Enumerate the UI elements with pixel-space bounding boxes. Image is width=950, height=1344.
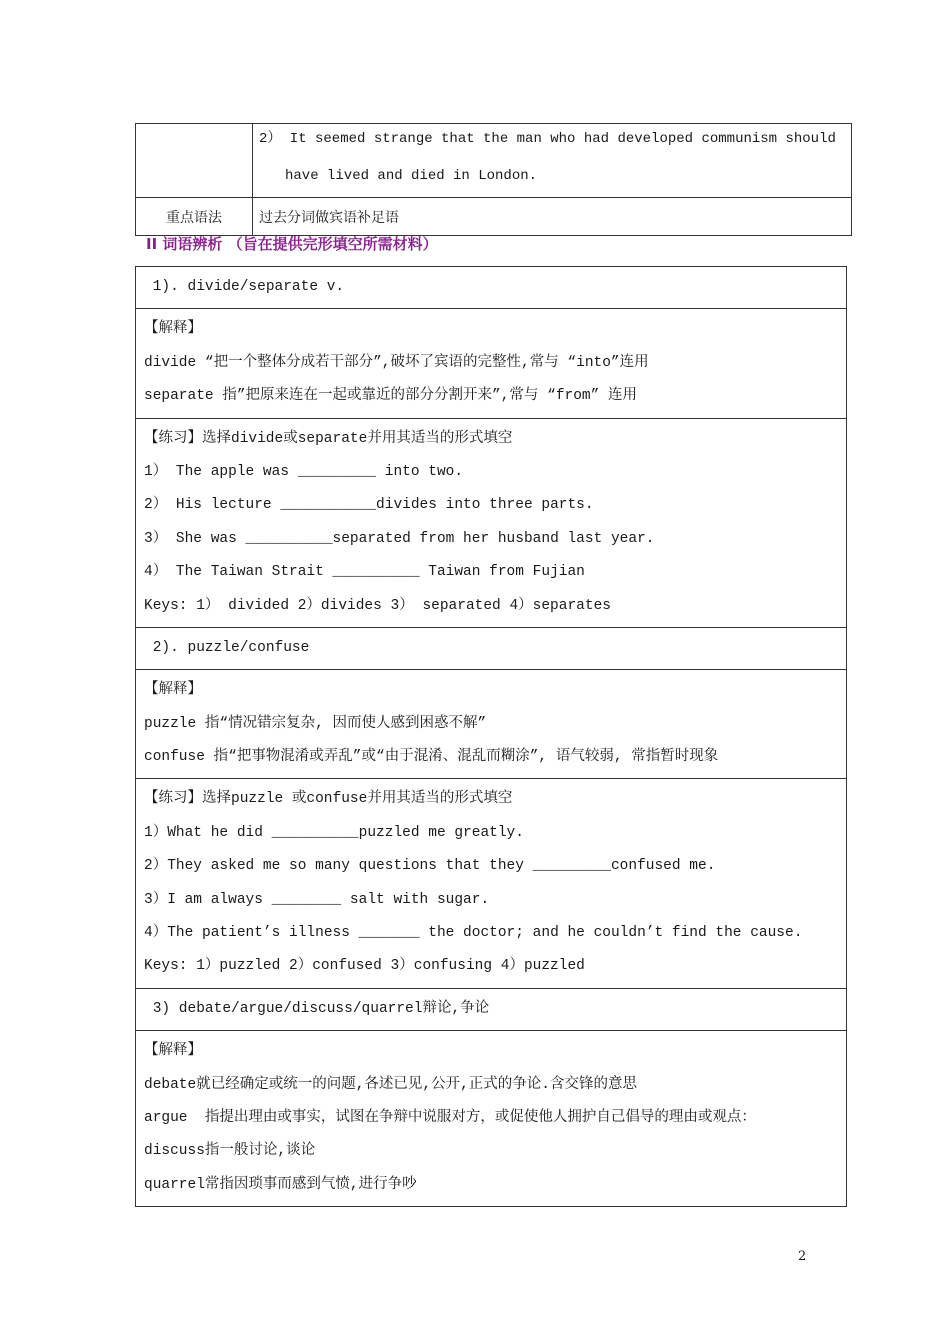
block-line: discuss指一般讨论,谈论 [144,1143,316,1160]
page-number: 2 [798,1249,807,1264]
block-title-text: 3) debate/argue/discuss/quarrel辩论,争论 [144,1000,490,1017]
block-title-text: 2). puzzle/confuse [144,639,310,656]
block-line: quarrel常指因琐事而感到气愤,进行争吵 [144,1176,417,1193]
block-line: 4） The Taiwan Strait __________ Taiwan from Fujian [144,564,585,581]
block-line: 1）What he did __________puzzled me greatly. [144,824,524,841]
grammar-table [135,123,852,236]
block-line: 【解释】 [144,1043,202,1060]
block-line: confuse 指“把事物混淆或弄乱”或“由于混淆、混乱而糊涂”, 语气较弱, 常指暂时现象 [144,749,719,766]
block-line: separate 指”把原来连在一起或靠近的部分分割开来”,常与 “from” 连用 [144,388,638,405]
block-line: 3） She was __________separated from her husband last year. [144,530,655,547]
block-line: 1） The apple was _________ into two. [144,463,464,480]
example-sentence-cell [253,124,852,198]
explanation-block-2 [136,669,846,778]
block-line: 3）I am always ________ salt with sugar. [144,891,490,908]
block-line: 2）They asked me so many questions that they _________confused me. [144,858,716,875]
block-line: divide “把一个整体分成若干部分”,破坏了宾语的完整性,常与 “into”连用 [144,354,649,371]
block-line: 【练习】选择puzzle 或confuse并用其适当的形式填空 [144,791,513,808]
block-line: argue 指提出理由或事实，试图在争辩中说服对方，或促使他人拥护自己倡导的理由或观点： [144,1109,756,1126]
block-line: puzzle 指“情况错宗复杂, 因而使人感到困惑不解” [144,715,487,732]
block-title-2 [136,627,846,669]
word-analysis-table [135,266,847,1207]
block-title-3 [136,988,846,1030]
exercise-block-2 [136,778,846,987]
key-grammar-label: 重点语法 [136,198,253,236]
block-line: 4）The patient’s illness _______ the doctor; and he couldn’t find the cause. [144,925,803,942]
block-line: 【解释】 [144,682,202,699]
block-line: Keys: 1） divided 2）divides 3） separated 4）separates [144,597,611,614]
section-heading: II 词语辨析 （旨在提供完形填空所需材料） [146,235,438,253]
example-line-1: 2） It seemed strange that the man who had developed communism should [259,131,836,147]
block-line: 【练习】选择divide或separate并用其适当的形式填空 [144,430,513,447]
example-line-2: have lived and died in London. [285,168,538,184]
block-title-1 [136,267,846,308]
block-title-text: 1). divide/separate v. [144,279,345,295]
block-line: Keys: 1）puzzled 2）confused 3）confusing 4）puzzled [144,958,585,975]
empty-label-cell [136,124,253,198]
explanation-block-3 [136,1030,846,1206]
block-line: 2） His lecture ___________divides into three parts. [144,497,594,514]
block-line: debate就已经确定或统一的问题,各述已见,公开,正式的争论.含交锋的意思 [144,1076,638,1093]
explanation-block-1 [136,308,846,417]
key-grammar-value: 过去分词做宾语补足语 [253,198,852,236]
exercise-block-1 [136,418,846,627]
block-line: 【解释】 [144,321,202,338]
